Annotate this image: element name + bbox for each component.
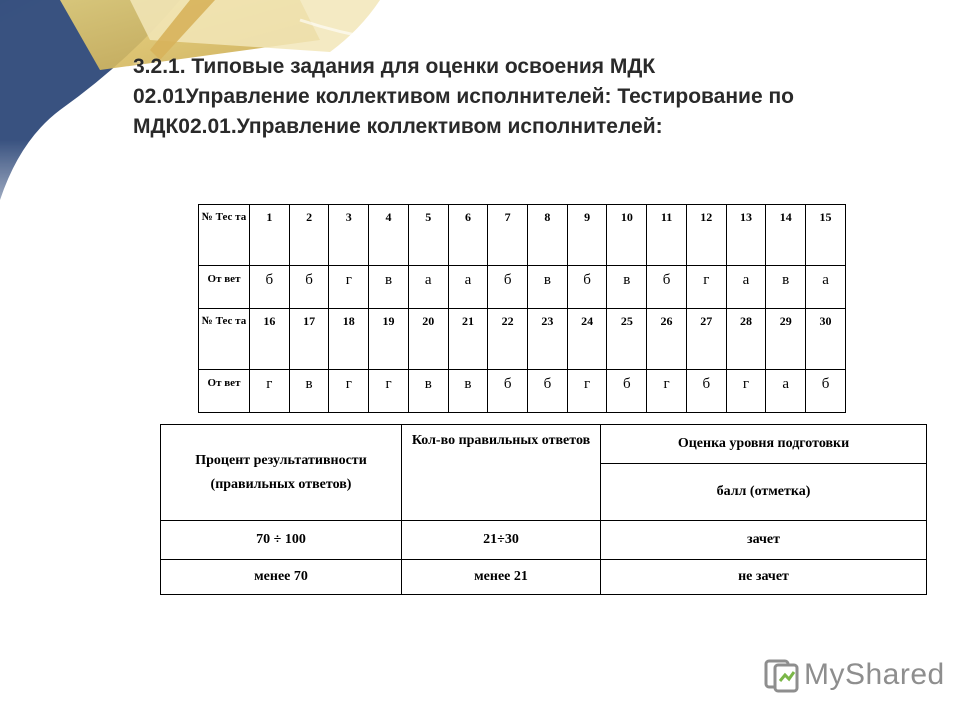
test-number-cell: 10: [607, 205, 647, 266]
test-answer-cell: г: [369, 370, 409, 413]
test-number-cell: 1: [250, 205, 290, 266]
count-header: Кол-во правильных ответов: [402, 425, 601, 521]
test-number-cell: 3: [329, 205, 369, 266]
test-answer-cell: а: [448, 266, 488, 309]
test-answer-cell: а: [726, 266, 766, 309]
test-answer-cell: б: [528, 370, 568, 413]
test-answers-table: [198, 204, 846, 413]
test-answer-cell: в: [408, 370, 448, 413]
test-number-cell: 28: [726, 309, 766, 370]
test-answer-cell: б: [806, 370, 846, 413]
table-cell: менее 70: [161, 560, 402, 595]
test-number-cell: 4: [369, 205, 409, 266]
test-number-cell: 5: [408, 205, 448, 266]
test-answer-cell: г: [329, 266, 369, 309]
test-number-cell: 23: [528, 309, 568, 370]
test-number-row: [199, 309, 846, 370]
test-number-cell: 30: [806, 309, 846, 370]
percent-header: Процент результативности (правильных ответов): [161, 425, 402, 521]
test-answer-cell: г: [726, 370, 766, 413]
test-answer-cell: г: [686, 266, 726, 309]
test-answer-cell: б: [686, 370, 726, 413]
table-cell: 21÷30: [402, 521, 601, 560]
test-number-cell: 26: [647, 309, 687, 370]
test-number-label: № Тес та: [199, 205, 250, 266]
test-answer-cell: в: [607, 266, 647, 309]
test-answer-cell: в: [766, 266, 806, 309]
test-number-cell: 17: [289, 309, 329, 370]
logo-icon: [764, 657, 804, 693]
test-number-cell: 11: [647, 205, 687, 266]
grade-header: Оценка уровня подготовки: [601, 425, 927, 464]
table-cell: 70 ÷ 100: [161, 521, 402, 560]
test-number-cell: 19: [369, 309, 409, 370]
test-answer-cell: г: [647, 370, 687, 413]
test-number-cell: 18: [329, 309, 369, 370]
test-number-cell: 6: [448, 205, 488, 266]
test-answer-cell: б: [250, 266, 290, 309]
page-title: 3.2.1. Типовые задания для оценки освоения МДК 02.01Управление коллективом исполнителей: Тестирование по МДК02.01.Управление коллективом исполнителей:: [133, 55, 794, 138]
test-answer-cell: б: [488, 370, 528, 413]
test-number-cell: 20: [408, 309, 448, 370]
test-answer-cell: б: [647, 266, 687, 309]
logo-text: MyShared: [804, 658, 945, 691]
test-number-cell: 14: [766, 205, 806, 266]
test-number-cell: 24: [567, 309, 607, 370]
test-number-cell: 22: [488, 309, 528, 370]
test-number-cell: 29: [766, 309, 806, 370]
test-number-cell: 9: [567, 205, 607, 266]
test-number-cell: 27: [686, 309, 726, 370]
test-answer-cell: г: [329, 370, 369, 413]
test-number-cell: 13: [726, 205, 766, 266]
test-answer-cell: г: [250, 370, 290, 413]
test-answer-cell: а: [806, 266, 846, 309]
answer-label: От вет: [199, 370, 250, 413]
test-number-cell: 2: [289, 205, 329, 266]
test-answer-cell: в: [369, 266, 409, 309]
test-number-cell: 16: [250, 309, 290, 370]
test-answer-cell: а: [766, 370, 806, 413]
grade-subheader: балл (отметка): [601, 464, 927, 521]
test-number-cell: 25: [607, 309, 647, 370]
test-answer-cell: г: [567, 370, 607, 413]
table-cell: не зачет: [601, 560, 927, 595]
grading-table: [160, 424, 927, 595]
test-answer-row: [199, 370, 846, 413]
test-answer-cell: б: [607, 370, 647, 413]
table-cell: зачет: [601, 521, 927, 560]
test-answer-row: [199, 266, 846, 309]
answer-label: От вет: [199, 266, 250, 309]
test-answer-cell: в: [528, 266, 568, 309]
test-number-cell: 15: [806, 205, 846, 266]
test-answer-cell: б: [488, 266, 528, 309]
test-number-row: [199, 205, 846, 266]
table-cell: менее 21: [402, 560, 601, 595]
myshared-logo: [764, 655, 945, 695]
test-answer-cell: а: [408, 266, 448, 309]
test-answer-cell: б: [567, 266, 607, 309]
test-number-cell: 12: [686, 205, 726, 266]
test-number-cell: 7: [488, 205, 528, 266]
test-number-label: № Тес та: [199, 309, 250, 370]
test-answer-cell: в: [289, 370, 329, 413]
test-number-cell: 21: [448, 309, 488, 370]
test-answer-cell: в: [448, 370, 488, 413]
test-answer-cell: б: [289, 266, 329, 309]
test-number-cell: 8: [528, 205, 568, 266]
